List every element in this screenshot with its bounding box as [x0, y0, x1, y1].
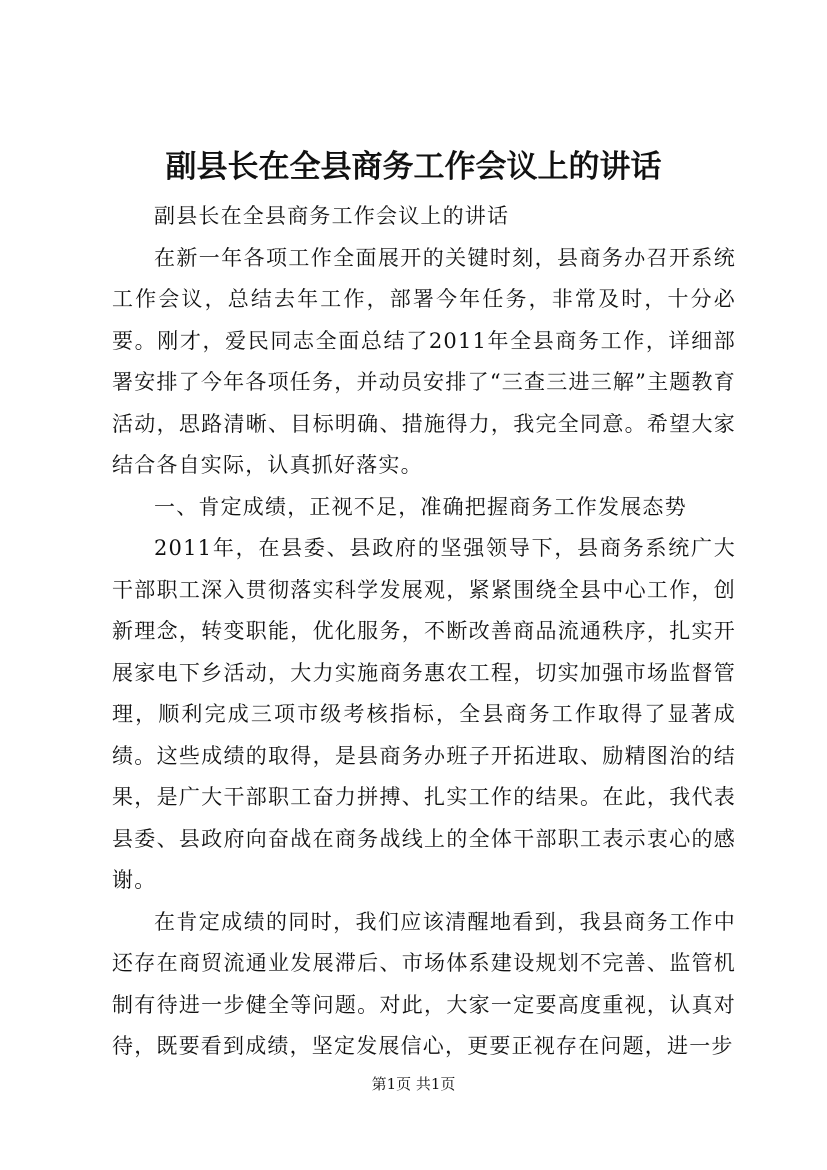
- subtitle-paragraph: 副县长在全县商务工作会议上的讲话: [154, 204, 510, 228]
- document-title: 副县长在全县商务工作会议上的讲话: [165, 149, 662, 185]
- page-footer: 第1页 共1页: [371, 1075, 456, 1093]
- section-heading: 一、肯定成绩，正视不足，准确把握商务工作发展态势: [154, 494, 687, 519]
- document-body: [112, 196, 736, 1068]
- achievements-paragraph: 2011年，在县委、县政府的坚强领导下，县商务系统广大干部职工深入贯彻落实科学发展观，紧紧围绕全县中心工作，创新理念，转变职能，优化服务，不断改善商品流通秩序，扎实开展家电下乡活动，大力实施商务惠农工程，切实加强市场监督管理，顺利完成三项市级考核指标，全县商务工作取得了显著成绩。这些成绩的取得，是县商务办班子开拓进取、励精图治的结果，是广大干部职工奋力拼搏、扎实工作的结果。在此，我代表县委、县政府向奋战在商务战线上的全体干部职工表示衷心的感谢。: [112, 536, 736, 892]
- intro-paragraph: 在新一年各项工作全面展开的关键时刻，县商务办召开系统工作会议，总结去年工作，部署今年任务，非常及时，十分必要。刚才，爱民同志全面总结了2011年全县商务工作，详细部署安排了今年各项任务，并动员安排了“三查三进三解”主题教育活动，思路清晰、目标明确、措施得力，我完全同意。希望大家结合各自实际，认真抓好落实。: [112, 245, 736, 477]
- problems-paragraph: 在肯定成绩的同时，我们应该清醒地看到，我县商务工作中还存在商贸流通业发展滞后、市场体系建设规划不完善、监管机制有待进一步健全等问题。对此，大家一定要高度重视，认真对待，既要看到成绩，坚定发展信心，更要正视存在问题，进一步: [112, 909, 736, 1058]
